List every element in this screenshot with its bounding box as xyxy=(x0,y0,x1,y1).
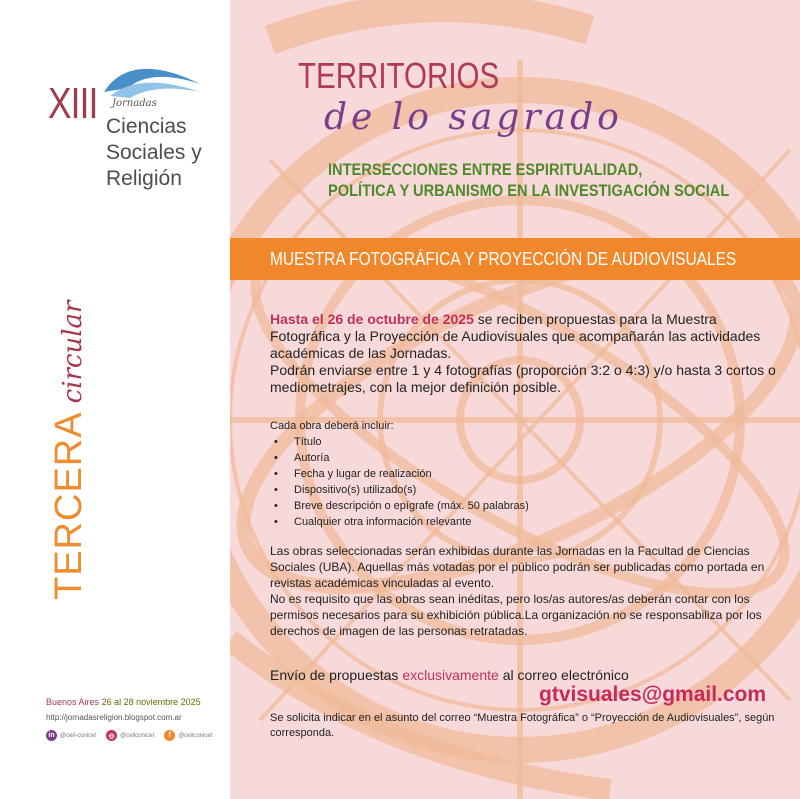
social-linkedin[interactable] xyxy=(46,730,96,741)
facebook-icon: f xyxy=(164,730,175,741)
event-city: Buenos Aires xyxy=(46,697,100,707)
requirements-list xyxy=(270,434,529,530)
linkedin-icon: in xyxy=(46,730,57,741)
logo-line-1: Ciencias xyxy=(106,115,187,138)
list-item: • Título xyxy=(270,434,529,450)
requirements-heading: Cada obra deberá incluir: xyxy=(270,420,394,432)
logo-line-2: Sociales y xyxy=(106,141,202,164)
social-links xyxy=(46,730,212,741)
social-handle: @ceilconicet xyxy=(178,732,213,739)
event-date-range: 26 al 28 noviembre 2025 xyxy=(101,697,201,707)
social-handle: @ceil-conicet xyxy=(60,732,97,739)
intro-text xyxy=(270,311,790,396)
intro-paragraph-2: Podrán enviarse entre 1 y 4 fotografías (proporción 3:2 o 4:3) y/o hasta 3 cortos o mediometrajes, con la mejor definición posible. xyxy=(270,362,776,395)
list-item: • Autoría xyxy=(270,450,529,466)
event-dates xyxy=(46,697,201,707)
intro-text-1: se reciben propuestas para la Muestra Fotográfica y la Proyección de Audiovisuales que acompañarán las actividades académicas de las Jornadas. xyxy=(270,311,761,361)
logo-edition: XIII xyxy=(48,79,98,128)
event-title: TERRITORIOS xyxy=(298,55,500,96)
list-item: • Fecha y lugar de realización xyxy=(270,466,529,482)
body-paragraph-1: Las obras seleccionadas serán exhibidas durante las Jornadas en la Facultad de Ciencias Sociales (UBA). Aquellas más votadas por el público podrán ser publicadas como portada en revistas académicas vinculadas al evento. xyxy=(270,544,765,590)
instagram-icon: ◎ xyxy=(106,730,117,741)
main-panel xyxy=(230,0,800,799)
intro-paragraph-1 xyxy=(270,311,790,362)
sidebar xyxy=(0,0,230,799)
event-subtitle-line-1: INTERSECCIONES ENTRE ESPIRITUALIDAD, xyxy=(328,160,643,179)
submission-suffix: al correo electrónico xyxy=(498,667,629,683)
requirements xyxy=(270,418,529,530)
section-banner xyxy=(230,238,800,280)
submission-emphasis: exclusivamente xyxy=(402,667,499,683)
logo-jornadas: Jornadas xyxy=(112,98,157,109)
body-text xyxy=(270,543,795,639)
contact-email-link[interactable]: gtvisuales@gmail.com xyxy=(539,683,767,706)
section-banner-title: MUESTRA FOTOGRÁFICA Y PROYECCIÓN DE AUDIOVISUALES xyxy=(270,249,737,269)
side-title xyxy=(48,301,91,600)
list-item: • Cualquier otra información relevante xyxy=(270,514,529,530)
subject-note: Se solicita indicar en el asunto del correo “Muestra Fotográfica” o “Proyección de Audiovisuales”, según corresponda. xyxy=(270,712,775,739)
submission-prefix: Envío de propuestas xyxy=(270,667,403,683)
social-facebook[interactable] xyxy=(164,730,212,741)
logo-line-3: Religión xyxy=(106,167,182,190)
submission-line xyxy=(270,667,629,683)
list-item: • Breve descripción o epígrafe (máx. 50 palabras) xyxy=(270,498,529,514)
body-paragraph-2: No es requisito que las obras sean inéditas, pero los/as autores/as deberán contar con los permisos necesarios para su exhibición pública.La organización no se responsabiliza por los derechos de imagen de las personas retratadas. xyxy=(270,592,762,638)
event-title-script: de lo sagrado xyxy=(324,97,623,138)
list-item: • Dispositivo(s) utilizado(s) xyxy=(270,482,529,498)
wave-logo-icon xyxy=(100,62,204,102)
side-title-circular: circular xyxy=(58,300,88,404)
side-title-tercera: TERCERA xyxy=(48,411,90,600)
event-subtitle-line-2: POLÍTICA Y URBANISMO EN LA INVESTIGACIÓN SOCIAL xyxy=(328,181,730,200)
deadline: Hasta el 26 de octubre de 2025 xyxy=(270,311,474,327)
website-link[interactable]: http://jornadasreligion.blogspot.com.ar xyxy=(46,713,182,722)
social-handle: @ceilconicet xyxy=(120,732,155,739)
social-instagram[interactable] xyxy=(106,730,154,741)
